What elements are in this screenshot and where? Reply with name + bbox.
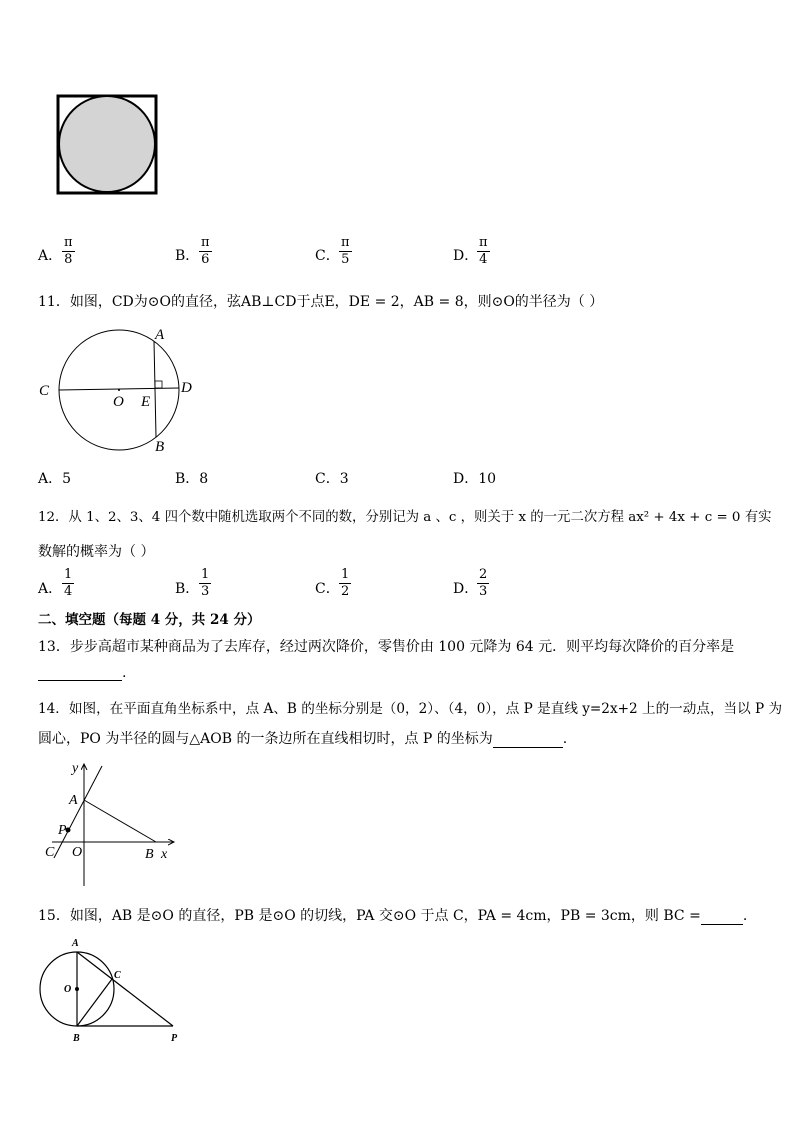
q14-answer-blank[interactable] — [493, 731, 563, 748]
q14-label-y: y — [72, 761, 79, 776]
q12-option-a-fraction — [62, 567, 74, 600]
q11-option-c: C．3 — [315, 471, 349, 487]
q11-label-e: E — [141, 394, 151, 410]
q13-stem: 13．步步高超市某种商品为了去库存，经过两次降价，零售价由 100 元降为 64 元．则平均每次降价的百分率是 — [38, 639, 735, 655]
q10-option-b-num: π — [201, 235, 210, 250]
q10-figure — [55, 93, 161, 197]
q11-figure — [35, 320, 205, 455]
q10-option-d-den: 4 — [479, 252, 488, 267]
q12-option-b-num: 1 — [201, 567, 210, 582]
q10-option-c-fraction — [339, 235, 352, 268]
q10-option-a-letter: A． — [38, 248, 63, 264]
q11-right-angle-mark — [155, 381, 162, 388]
q11-label-c: C — [39, 383, 50, 399]
q13-answer-line — [38, 664, 126, 681]
q13-end: . — [122, 665, 127, 681]
q11-label-b: B — [155, 439, 165, 455]
q15-label-a: A — [72, 938, 79, 949]
q11-label-d: D — [181, 380, 192, 396]
q14-label-x: x — [161, 847, 168, 862]
q15-line-pa — [77, 952, 173, 1026]
q10-option-c-den: 5 — [341, 252, 350, 267]
q15-segment-bc — [77, 979, 112, 1026]
q12-stem-line2: 数解的概率为（ ） — [38, 544, 155, 560]
q15-label-o: O — [64, 984, 72, 995]
q11-option-d: D．10 — [453, 471, 497, 487]
q12-option-d-den: 3 — [479, 584, 488, 599]
q10-option-a-num: π — [64, 235, 73, 250]
q10-option-b-letter: B． — [175, 248, 200, 264]
q10-option-b-fraction — [199, 235, 212, 268]
q10-circle — [59, 96, 155, 192]
q11-option-b: B．8 — [175, 471, 209, 487]
q12-option-c-den: 2 — [341, 584, 350, 599]
q14-label-p: P — [58, 823, 67, 838]
q15-center-dot — [75, 987, 79, 991]
q15-stem: 15．如图，AB 是⊙O 的直径，PB 是⊙O 的切线，PA 交⊙O 于点 C，PA = 4cm，PB = 3cm，则 BC = — [38, 908, 701, 924]
q10-option-c-num: π — [341, 235, 350, 250]
q14-stem-line2: 圆心，PO 为半径的圆与△AOB 的一条边所在直线相切时，点 P 的坐标为 — [38, 731, 493, 747]
q12-option-c-letter: C． — [315, 581, 340, 597]
q12-option-b-den: 3 — [201, 584, 210, 599]
q15-label-p: P — [171, 1033, 178, 1044]
q14-label-o: O — [72, 845, 83, 860]
q14-label-a: A — [69, 793, 78, 808]
q15-end: . — [742, 908, 748, 924]
q12-option-a-letter: A． — [38, 581, 63, 597]
q10-option-c-letter: C． — [315, 248, 340, 264]
q12-option-d-num: 2 — [479, 567, 488, 582]
q11-center-dot — [118, 389, 120, 391]
q10-option-d-fraction — [477, 235, 490, 268]
q12-option-d-fraction — [477, 567, 489, 600]
q12-stem-line1: 12．从 1、2、3、4 四个数中随机选取两个不同的数，分别记为 a 、c ，则关于 x 的一元二次方程 ax² + 4x + c = 0 有实 — [38, 510, 772, 525]
q11-stem: 11．如图，CD为⊙O的直径，弦AB⊥CD于点E，DE = 2，AB = 8，则⊙O的半径为（ ） — [38, 294, 604, 310]
q14-label-b: B — [145, 847, 154, 862]
q10-option-a-den: 8 — [64, 252, 73, 267]
q12-option-a-den: 4 — [64, 584, 73, 599]
q14-stem-line2-wrap — [38, 728, 567, 748]
q12-option-a-num: 1 — [64, 567, 73, 582]
q12-option-c-num: 1 — [341, 567, 350, 582]
q15-label-b: B — [73, 1033, 80, 1044]
q12-option-b-letter: B． — [175, 581, 200, 597]
q15-answer-blank[interactable] — [701, 908, 743, 925]
q13-answer-blank[interactable] — [38, 664, 122, 681]
q11-label-a: A — [155, 327, 165, 343]
q14-figure — [40, 758, 180, 890]
q11-chord-ab — [154, 341, 156, 437]
q12-option-b-fraction — [199, 567, 211, 600]
q15-label-c: C — [114, 970, 121, 981]
q11-option-a: A．5 — [38, 471, 72, 487]
section-heading: 二、填空题（每题 4 分，共 24 分） — [38, 612, 261, 628]
q11-label-o: O — [113, 394, 124, 410]
q14-label-c: C — [45, 845, 55, 860]
q14-segment-ab — [84, 800, 156, 842]
q12-option-d-letter: D． — [453, 581, 479, 597]
q14-stem-line1: 14．如图，在平面直角坐标系中，点 A、B 的坐标分别是（0，2）、（4，0），点 P 是直线 y=2x+2 上的一动点，当以 P 为 — [38, 701, 783, 717]
q15-stem-wrap — [38, 905, 747, 925]
q12-option-c-fraction — [339, 567, 351, 600]
q14-end: . — [562, 731, 568, 747]
q10-option-a-fraction — [62, 235, 75, 268]
q15-figure — [35, 935, 185, 1047]
q10-option-b-den: 6 — [201, 252, 210, 267]
q10-option-d-num: π — [479, 235, 488, 250]
q10-option-d-letter: D． — [453, 248, 479, 264]
